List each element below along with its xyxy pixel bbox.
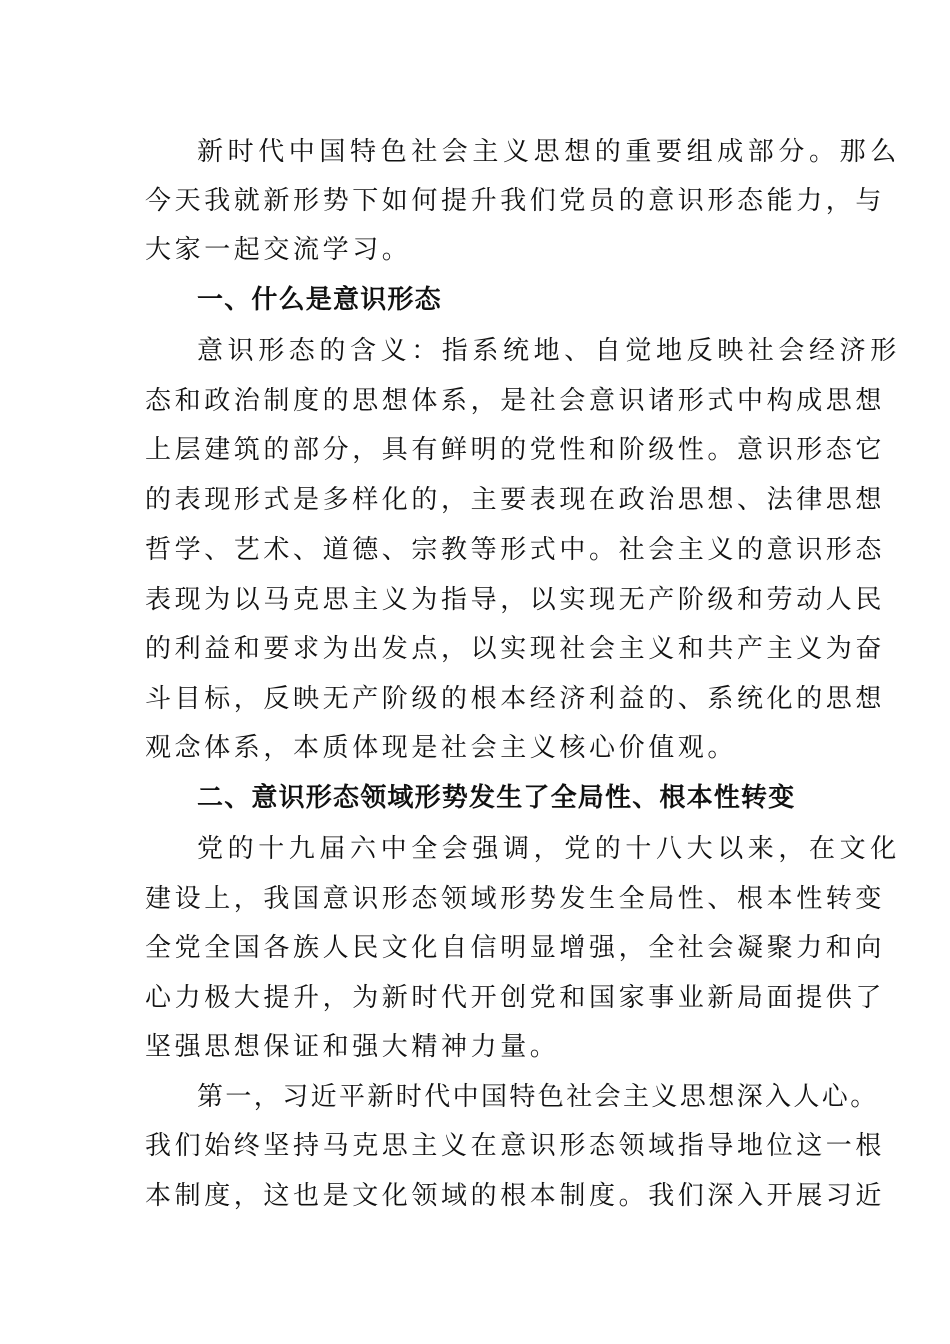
paragraph-line: 建设上，我国意识形态领域形势发生全局性、根本性转变 — [145, 884, 886, 914]
paragraph-line: 党的十九届六中全会强调，党的十八大以来，在文化 — [197, 834, 901, 864]
paragraph-line: 第一，习近平新时代中国特色社会主义思想深入人心。 — [197, 1082, 879, 1112]
paragraph-line: 新时代中国特色社会主义思想的重要组成部分。那么 — [197, 137, 901, 167]
paragraph-line: 意识形态的含义：指系统地、自觉地反映社会经济形 — [197, 336, 901, 366]
paragraph-line: 哲学、艺术、道德、宗教等形式中。社会主义的意识形态 — [145, 535, 886, 565]
paragraph-line: 上层建筑的部分，具有鲜明的党性和阶级性。意识形态它 — [145, 435, 886, 465]
paragraph-line: 态和政治制度的思想体系，是社会意识诸形式中构成思想 — [145, 386, 886, 416]
section-heading-1: 一、什么是意识形态 — [197, 285, 442, 315]
paragraph-line: 斗目标，反映无产阶级的根本经济利益的、系统化的思想 — [145, 684, 886, 714]
paragraph-line: 我们始终坚持马克思主义在意识形态领域指导地位这一根 — [145, 1131, 886, 1161]
paragraph-line: 本制度，这也是文化领域的根本制度。我们深入开展习近 — [145, 1181, 886, 1211]
paragraph-line: 的表现形式是多样化的，主要表现在政治思想、法律思想 — [145, 485, 886, 515]
paragraph-line: 心力极大提升，为新时代开创党和国家事业新局面提供了 — [145, 983, 886, 1013]
paragraph-line: 观念体系，本质体现是社会主义核心价值观。 — [145, 733, 738, 763]
section-heading-2: 二、意识形态领域形势发生了全局性、根本性转变 — [197, 783, 796, 813]
paragraph-line: 的利益和要求为出发点，以实现社会主义和共产主义为奋 — [145, 634, 886, 664]
paragraph-line: 今天我就新形势下如何提升我们党员的意识形态能力，与 — [145, 186, 886, 216]
paragraph-line: 全党全国各族人民文化自信明显增强，全社会凝聚力和向 — [145, 933, 886, 963]
paragraph-line: 大家一起交流学习。 — [145, 235, 412, 265]
paragraph-line: 表现为以马克思主义为指导，以实现无产阶级和劳动人民 — [145, 585, 886, 615]
paragraph-line: 坚强思想保证和强大精神力量。 — [145, 1032, 560, 1062]
